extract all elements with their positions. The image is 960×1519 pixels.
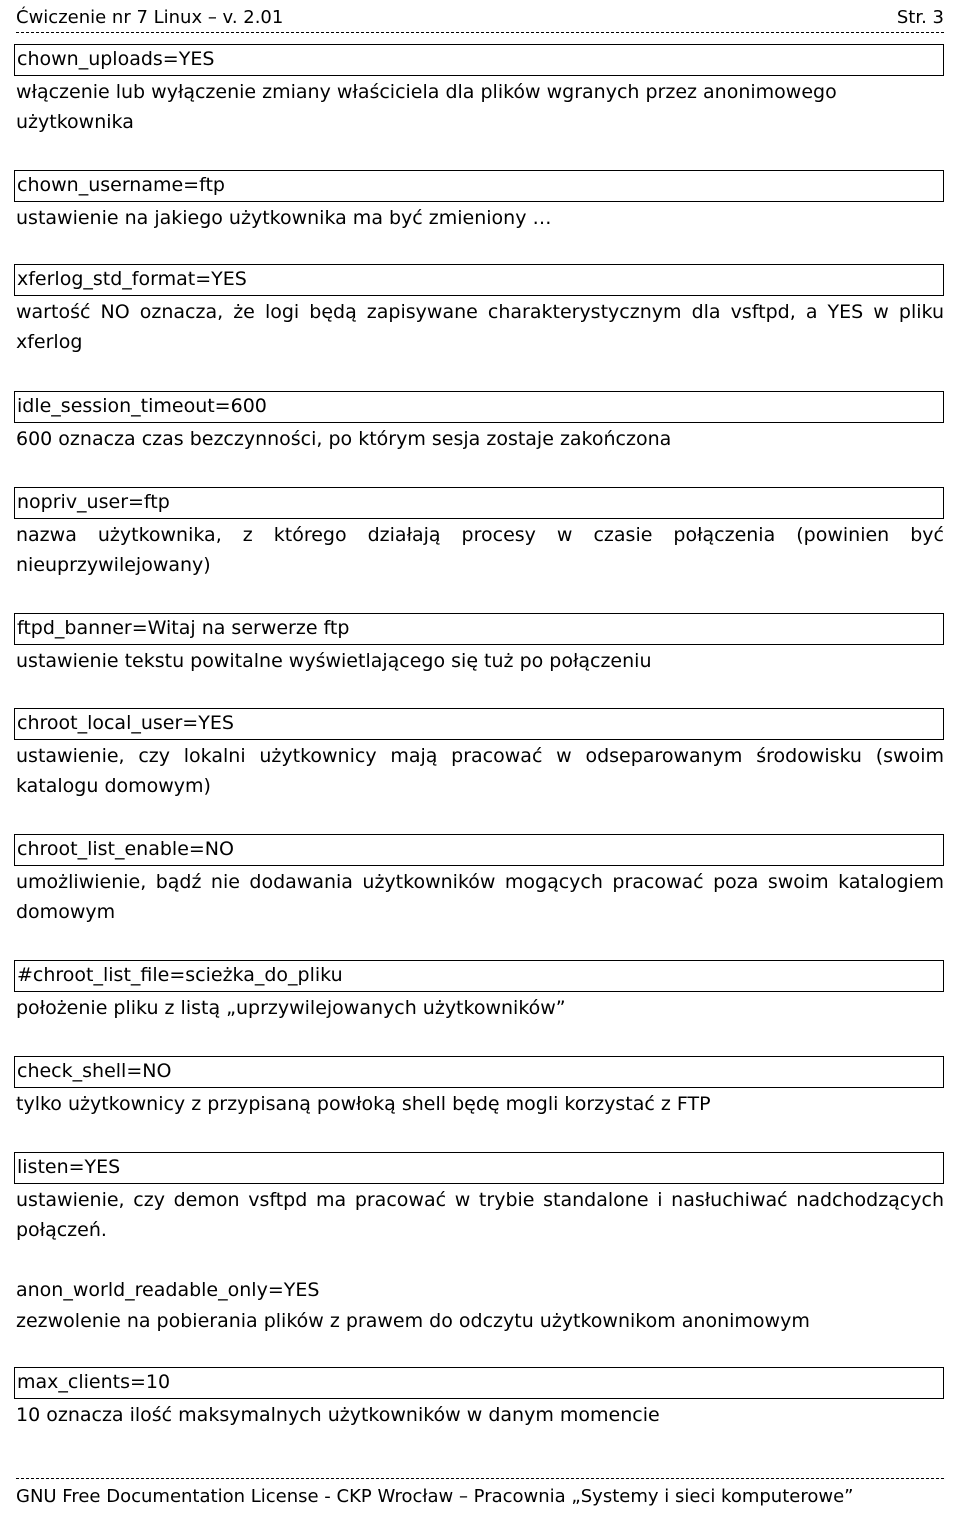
config-description: 600 oznacza czas bezczynności, po którym sesja zostaje zakończona: [16, 428, 672, 450]
config-entry-check-shell: [14, 1056, 946, 1119]
config-description: ustawienie, czy demon vsftpd ma pracować w trybie standalone i nasłuchiwać nadchodzących połączeń.: [16, 1189, 944, 1241]
config-description: nazwa użytkownika, z którego działają procesy w czasie połączenia (powinien być nieuprzywilejowany): [16, 524, 944, 576]
config-option-box: idle_session_timeout=600: [14, 391, 944, 423]
config-option-box: #chroot_list_file=scieżka_do_pliku: [14, 960, 944, 992]
config-entry-chroot-local-user: [14, 708, 946, 801]
config-option-box: chroot_local_user=YES: [14, 708, 944, 740]
config-description: włączenie lub wyłączenie zmiany właściciela dla plików wgranych przez anonimowego użytkownika: [16, 81, 837, 133]
config-option-box: listen=YES: [14, 1152, 944, 1184]
config-description: umożliwienie, bądź nie dodawania użytkowników mogących pracować poza swoim katalogiem domowym: [16, 871, 944, 923]
page-header: [16, 4, 944, 33]
config-option-box: check_shell=NO: [14, 1056, 944, 1088]
config-description: zezwolenie na pobierania plików z prawem do odczytu użytkownikom anonimowym: [16, 1310, 810, 1332]
config-description: tylko użytkownicy z przypisaną powłoką shell będę mogli korzystać z FTP: [16, 1093, 711, 1115]
config-entry-anon-world-readable-only: [14, 1275, 946, 1336]
document-title: Ćwiczenie nr 7 Linux – v. 2.01: [16, 7, 284, 28]
config-description: ustawienie, czy lokalni użytkownicy mają pracować w odseparowanym środowisku (swoim katalogu domowym): [16, 745, 944, 797]
config-entry-chown-uploads: [14, 44, 946, 137]
config-entry-listen: [14, 1152, 946, 1245]
config-option-box: chown_uploads=YES: [14, 44, 944, 76]
footer-text: GNU Free Documentation License - CKP Wrocław – Pracownia „Systemy i sieci komputerowe”: [16, 1486, 854, 1507]
config-description: położenie pliku z listą „uprzywilejowanych użytkowników”: [16, 997, 566, 1019]
config-description: ustawienie na jakiego użytkownika ma być zmieniony …: [16, 207, 552, 229]
page-footer: [16, 1478, 944, 1517]
config-entry-nopriv-user: [14, 487, 946, 580]
config-option-box: ftpd_banner=Witaj na serwerze ftp: [14, 613, 944, 645]
config-description: 10 oznacza ilość maksymalnych użytkowników w danym momencie: [16, 1404, 660, 1426]
config-entry-ftpd-banner: [14, 613, 946, 676]
config-entry-chown-username: [14, 170, 946, 233]
config-description: wartość NO oznacza, że logi będą zapisywane charakterystycznym dla vsftpd, a YES w pliku xferlog: [16, 301, 944, 353]
config-entry-chroot-list-file: [14, 960, 946, 1023]
config-option-box: xferlog_std_format=YES: [14, 264, 944, 296]
config-description: ustawienie tekstu powitalne wyświetlającego się tuż po połączeniu: [16, 650, 652, 672]
config-option-box: chroot_list_enable=NO: [14, 834, 944, 866]
page-number: Str. 3: [896, 7, 944, 28]
config-option-box: max_clients=10: [14, 1367, 944, 1399]
config-option-box: chown_username=ftp: [14, 170, 944, 202]
config-entry-xferlog-std-format: [14, 264, 946, 357]
config-entry-chroot-list-enable: [14, 834, 946, 927]
config-entry-max-clients: [14, 1367, 946, 1430]
config-entry-idle-session-timeout: [14, 391, 946, 454]
config-option-box: nopriv_user=ftp: [14, 487, 944, 519]
config-option-label: anon_world_readable_only=YES: [16, 1279, 320, 1301]
